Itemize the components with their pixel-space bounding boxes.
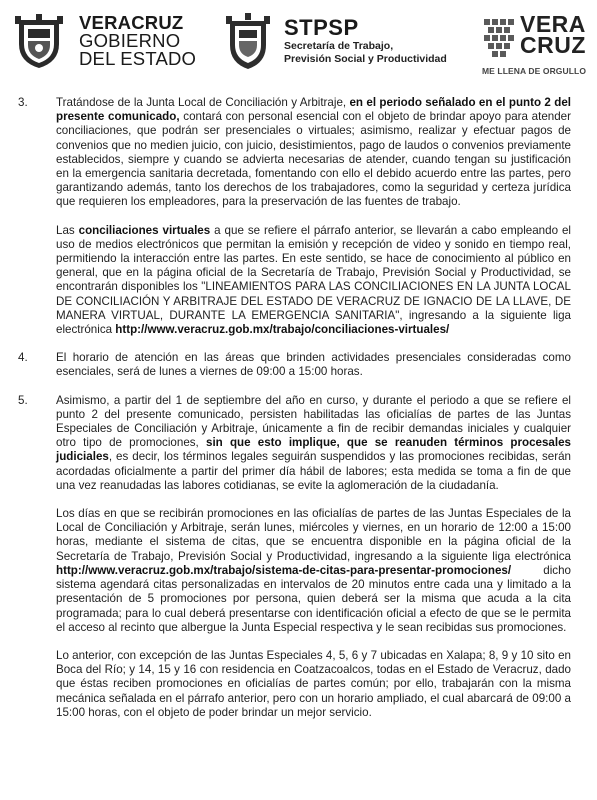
stpsp-subtitle-line2: Previsión Social y Productividad (284, 53, 447, 65)
point-3 (0, 96, 597, 210)
stpsp-subtitle-line1: Secretaría de Trabajo, (284, 40, 394, 52)
stpsp-wordmark (284, 16, 447, 66)
conciliaciones-virtuales-link[interactable]: http://www.veracruz.gob.mx/trabajo/conciliaciones-virtuales/ (115, 323, 450, 337)
gob-line2: GOBIERNO (79, 30, 181, 51)
point-3-text-a: Tratándose de la Junta Local de Conciliación y Arbitraje, (56, 96, 350, 109)
veracruz-wordmark (520, 11, 586, 58)
point-4-number: 4. (18, 351, 28, 365)
veracruz-tagline: ME LLENA DE ORGULLO (482, 66, 587, 76)
ver-line1: VERA (520, 11, 586, 37)
virtual-text-c: a que se refiere el párrafo anterior, se llevarán a cabo empleando el uso de medios electrónicos que permitan la emisión y recepción de video y sonido en tiempo real, permitiendo la interacción entre las partes. En este sentido, se hace de conocimiento al público en general, que en la página oficial de la Secretaría de Trabajo, Previsión Social y Productividad, se encontrarán disponibles los "LINEAMIENTOS PARA LAS CONCILIACIONES EN LA JUNTA LOCAL DE CONCILIACIÓN Y ARBITRAJE DEL ESTADO DE VERACRUZ DE IGNACIO DE LA LLAVE, DE MANERA VIRTUAL, DURANTE LA EMERGENCIA SANITARIA", ingresando a la siguiente liga electrónica (56, 223, 571, 337)
schedule-text-c: dicho sistema agendará citas personalizadas en intervalos de 20 minutos entre cada una y limitado a la presentación de 5 promociones por persona, quien deberá ser la misma que acuda a la cita programada; para lo cual deberá presentarse con identificación oficial a efecto de que se le permita el acceso al recinto que albergue la Junta Especial respectiva y le sean recibidas sus promociones. (56, 563, 571, 634)
gobierno-veracruz-wordmark (79, 14, 196, 68)
exceptions-text: Lo anterior, con excepción de las Juntas Especiales 4, 5, 6 y 7 ubicadas en Xalapa; 8, 9 y 10 sito en Boca del Río; y 14, 15 y 16 con residencia en Coatzacoalcos, todas en el Estado de Veracruz, dado que éstas reciben promociones en oficialías de partes común; por ello, trabajarán con la misma mecánica señalada en el párrafo anterior, pero con un horario ampliado, el cual abarcará de 09:00 a 15:00 horas, con el objeto de poder brindar un mejor servicio. (56, 648, 571, 719)
virtual-text-bold: conciliaciones virtuales (78, 223, 211, 237)
point-5-text-c: , es decir, los términos legales seguirán suspendidos y las promociones recibidas, serán acordadas oficialmente a partir del primer día hábil de labores; esta medida se toma a fin de que una vez reanudadas las labores cotidianas, se evite la aglomeración de la ciudadanía. (56, 450, 571, 492)
point-3-virtual-paragraph (0, 224, 597, 338)
point-5-number: 5. (18, 393, 28, 407)
point-3-text-bold: en el periodo señalado en el punto 2 del presente comunicado, (56, 96, 571, 124)
stpsp-title: STPSP (284, 15, 359, 40)
point-5-text-bold: sin que esto implique, que se reanuden términos procesales judiciales (56, 436, 571, 464)
gob-line3: DEL ESTADO (79, 48, 197, 69)
point-3-number: 3. (18, 96, 28, 109)
document-body (0, 96, 597, 720)
point-5 (0, 394, 597, 493)
stpsp-emblem-icon (222, 13, 274, 71)
sistema-de-citas-link[interactable]: http://www.veracruz.gob.mx/trabajo/sistema-de-citas-para-presentar-promociones/ (56, 563, 512, 577)
veracruz-coat-of-arms-icon (13, 14, 65, 70)
veracruz-pattern-logo-icon (482, 17, 516, 61)
point-5-text-a: Asimismo, a partir del 1 de septiembre del año en curso, y durante el periodo a que se refiere el punto 2 del presente comunicado, persisten habilitadas las oficialías de partes de las Juntas Especiales de Conciliación y Arbitraje, únicamente a fin de recibir demandas iniciales y cualquier otro tipo de promociones, (56, 393, 571, 450)
point-5-schedule-paragraph (0, 507, 597, 635)
virtual-text-a: Las (56, 223, 79, 237)
ver-line2: CRUZ (520, 32, 586, 58)
point-5-exceptions-paragraph (0, 649, 597, 720)
letterhead (0, 0, 597, 86)
point-3-text-c: contará con personal esencial con el objeto de brindar apoyo para atender conciliaciones, que podrán ser presenciales o virtuales; asimismo, realizar y efectuar pagos de convenios que no medien juicio, con juicio, desistimientos, pago de laudos o convenios previamente establecidos, siempre y cuando se advierta necesarias de atender, cuando tengan su justificación en la emergencia sanitaria decretada, fomentando con ello el debido acuerdo entre las partes, pero garantizando además, tanto los derechos de los trabajadores, como la seguridad y certeza jurídica que requieren los empleadores, para la preservación de las fuentes de trabajo. (56, 110, 571, 209)
gob-line1: VERACRUZ (79, 12, 184, 33)
point-4 (0, 351, 597, 379)
schedule-text-a: Los días en que se recibirán promociones en las oficialías de partes de las Juntas Especiales de la Local de Conciliación y Arbitraje, serán lunes, miércoles y viernes, en un horario de 12:00 a 15:00 horas, mediante el sistema de citas, que se encuentra disponible en la página oficial de la Secretaría de Trabajo, Previsión Social y Productividad, ingresando a la siguiente liga electrónica (56, 507, 571, 563)
point-4-text: El horario de atención en las áreas que brinden actividades presenciales consideradas como esenciales, será de lunes a viernes de 09:00 a 15:00 horas. (56, 351, 571, 379)
